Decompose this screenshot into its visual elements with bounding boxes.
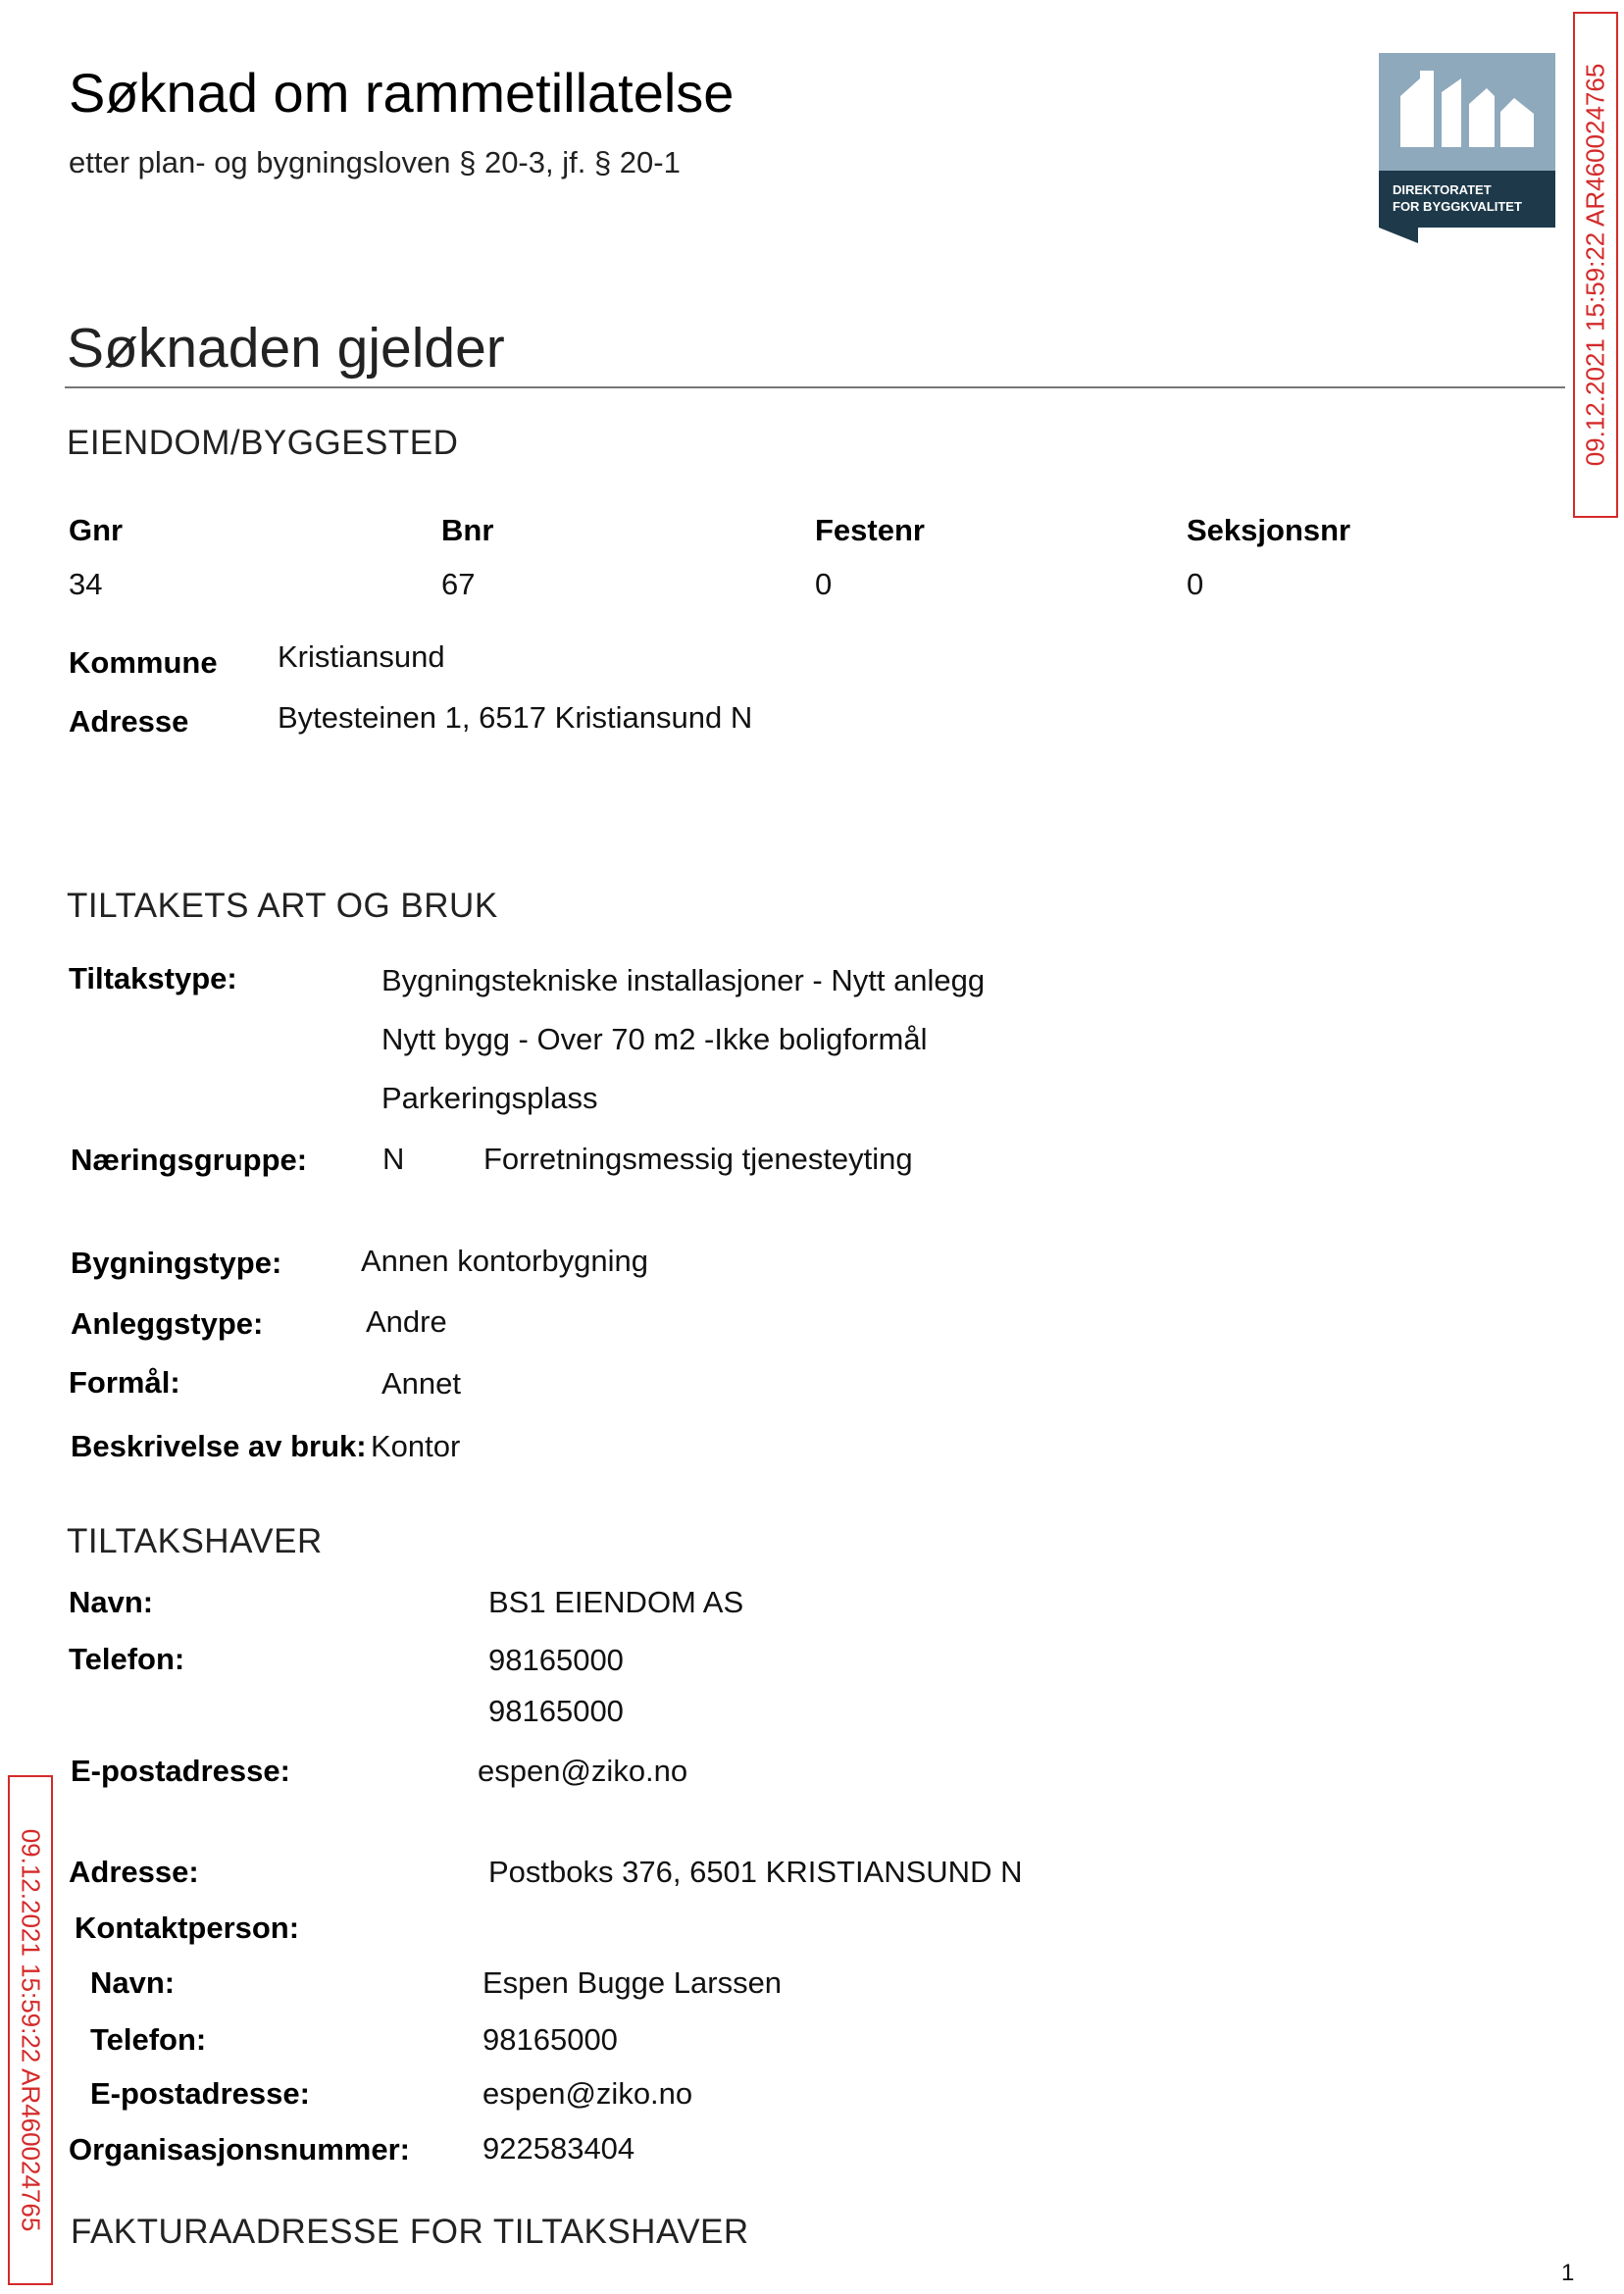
anleggstype-value: Andre [366, 1304, 447, 1339]
bygningstype-label: Bygningstype: [71, 1246, 282, 1280]
bnr-label: Bnr [441, 513, 494, 547]
receipt-stamp-top-text: 09.12.2021 15:59:22 AR460024765 [1580, 63, 1610, 467]
logo-line-2: FOR BYGGKVALITET [1393, 199, 1522, 214]
beskrivelse-label: Beskrivelse av bruk: [71, 1429, 367, 1463]
festenr-label: Festenr [815, 513, 925, 547]
tiltakshaver-epost-value: espen@ziko.no [478, 1754, 688, 1788]
kontakt-navn-value: Espen Bugge Larssen [482, 1965, 783, 2000]
bnr-value: 67 [441, 567, 476, 601]
tiltakshaver-epost-label: E-postadresse: [71, 1754, 290, 1788]
tiltakshaver-navn-label: Navn: [69, 1585, 154, 1619]
page-number: 1 [1561, 2260, 1575, 2286]
dibk-logo-graphic [1379, 53, 1555, 243]
formal-value: Annet [381, 1366, 462, 1401]
receipt-stamp-bottom [8, 1775, 53, 2285]
orgnr-label: Organisasjonsnummer: [69, 2132, 410, 2167]
kontakt-telefon-label: Telefon: [90, 2022, 207, 2057]
tiltakstype-item: Parkeringsplass [381, 1081, 598, 1115]
gnr-value: 34 [69, 567, 103, 601]
kontakt-epost-value: espen@ziko.no [482, 2076, 693, 2111]
tiltakshaver-heading: TILTAKSHAVER [67, 1522, 323, 1560]
bygningstype-value: Annen kontorbygning [361, 1244, 649, 1278]
kontaktperson-label: Kontaktperson: [75, 1911, 300, 1945]
naeringsgruppe-value: Forretningsmessig tjenesteyting [483, 1142, 913, 1176]
tiltakstype-label: Tiltakstype: [69, 961, 237, 995]
anleggstype-label: Anleggstype: [71, 1306, 264, 1341]
tiltakshaver-telefon-label: Telefon: [69, 1642, 185, 1676]
seksjonsnr-label: Seksjonsnr [1187, 513, 1351, 547]
faktura-heading: FAKTURAADRESSE FOR TILTAKSHAVER [71, 2213, 749, 2251]
formal-label: Formål: [69, 1365, 180, 1400]
property-heading: EIENDOM/BYGGESTED [67, 424, 459, 462]
festenr-value: 0 [815, 567, 833, 601]
tiltakstype-item: Bygningstekniske installasjoner - Nytt anlegg [381, 963, 986, 997]
kontakt-telefon-value: 98165000 [482, 2022, 618, 2057]
kontakt-navn-label: Navn: [90, 1965, 176, 2000]
tiltakshaver-navn-value: BS1 EIENDOM AS [488, 1585, 744, 1619]
kommune-label: Kommune [69, 645, 218, 680]
naeringsgruppe-code: N [382, 1142, 405, 1176]
logo-line-1: DIREKTORATET [1393, 182, 1492, 197]
section-divider [65, 386, 1565, 388]
adresse-value: Bytesteinen 1, 6517 Kristiansund N [278, 700, 753, 735]
tiltakstype-item: Nytt bygg - Over 70 m2 -Ikke boligformål [381, 1022, 928, 1056]
document-subtitle: etter plan- og bygningsloven § 20-3, jf. § 20-1 [69, 145, 681, 179]
dibk-logo [1379, 53, 1555, 243]
seksjonsnr-value: 0 [1187, 567, 1204, 601]
beskrivelse-value: Kontor [371, 1429, 461, 1463]
naeringsgruppe-label: Næringsgruppe: [71, 1143, 308, 1177]
gnr-label: Gnr [69, 513, 124, 547]
tiltakshaver-adresse-label: Adresse: [69, 1855, 199, 1889]
kontakt-epost-label: E-postadresse: [90, 2076, 310, 2111]
tiltakshaver-telefon-value: 98165000 [488, 1643, 624, 1677]
tiltakshaver-adresse-value: Postboks 376, 6501 KRISTIANSUND N [488, 1855, 1023, 1889]
adresse-label: Adresse [69, 704, 189, 739]
tiltakshaver-telefon2-value: 98165000 [488, 1694, 624, 1728]
receipt-stamp-bottom-text: 09.12.2021 15:59:22 AR460024765 [16, 1828, 46, 2232]
tiltak-heading: TILTAKETS ART OG BRUK [67, 887, 498, 925]
section-title: Søknaden gjelder [67, 317, 505, 380]
orgnr-value: 922583404 [482, 2131, 635, 2166]
receipt-stamp-top [1573, 12, 1618, 518]
kommune-value: Kristiansund [278, 639, 445, 674]
document-title: Søknad om rammetillatelse [69, 62, 735, 124]
